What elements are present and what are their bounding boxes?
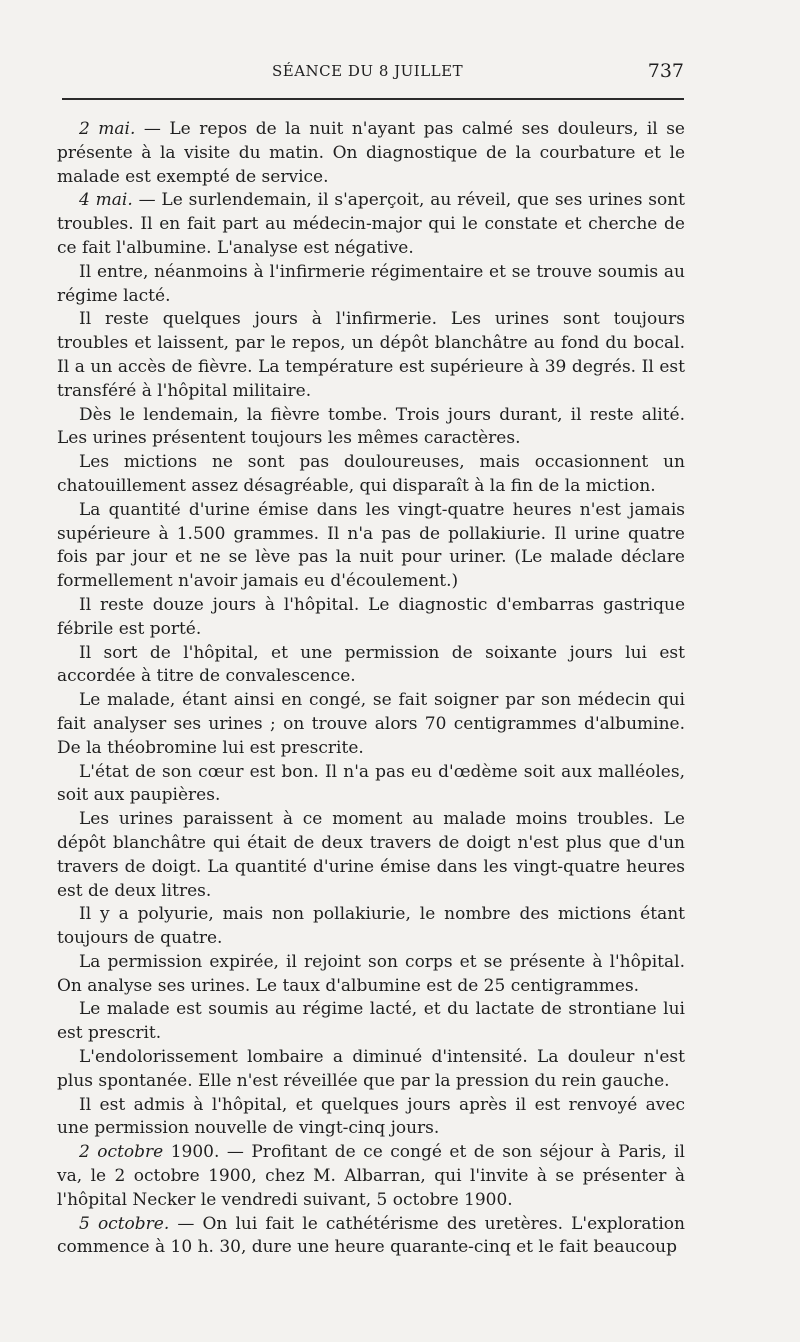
paragraph — [57, 642, 685, 690]
paragraph — [57, 404, 685, 452]
paragraph — [57, 118, 685, 189]
paragraph-text: Les mictions ne sont pas douloureuses, mais occasionnent un chatouillement assez désagréable, qui disparaît à la fin de la miction. — [57, 452, 685, 496]
paragraph — [57, 1213, 685, 1261]
paragraph-text: Il entre, néanmoins à l'infirmerie régimentaire et se trouve soumis au régime lacté. — [57, 261, 685, 306]
running-head: SÉANCE DU 8 JUILLET — [272, 62, 464, 80]
paragraph — [57, 761, 685, 809]
paragraph-text: L'état de son cœur est bon. Il n'a pas eu d'œdème soit aux malléoles, soit aux paupières. — [57, 761, 685, 806]
body-text — [57, 118, 685, 1260]
paragraph-text: Il reste douze jours à l'hôpital. Le diagnostic d'embarras gastrique fébrile est porté. — [57, 594, 685, 639]
paragraph — [57, 189, 685, 260]
paragraph-lead: 2 mai. — [79, 119, 136, 139]
paragraph-text: — On lui fait le cathétérisme des uretères. L'exploration commence à 10 h. 30, dure une heure quarante-cinq et le fait beaucoup — [57, 1213, 685, 1258]
paragraph-text: La permission expirée, il rejoint son corps et se présente à l'hôpital. On analyse ses urines. Le taux d'albumine est de 25 centigrammes. — [57, 951, 685, 996]
paragraph — [57, 951, 685, 999]
paragraph — [57, 808, 685, 903]
paragraph-text: Les urines paraissent à ce moment au malade moins troubles. Le dépôt blanchâtre qui était de deux travers de doigt n'est plus que d'un travers de doigt. La quantité d'urine émise dans les vingt-quatre heures est de deux litres. — [57, 809, 685, 901]
paragraph-text: L'endolorissement lombaire a diminué d'intensité. La douleur n'est plus spontanée. Elle n'est réveillée que par la pression du rein gauche. — [57, 1047, 685, 1091]
paragraph — [57, 689, 685, 760]
paragraph — [57, 308, 685, 403]
paragraph-text: La quantité d'urine émise dans les vingt-quatre heures n'est jamais supérieure à 1.500 grammes. Il n'a pas de pollakiurie. Il urine quatre fois par jour et ne se lève pas la nuit pour uriner. (Le malade déclare formellement n'avoir jamais eu d'écoulement.) — [57, 499, 685, 592]
paragraph — [57, 594, 685, 642]
paragraph — [57, 998, 685, 1046]
paragraph-text: Il est admis à l'hôpital, et quelques jours après il est renvoyé avec une permission nouvelle de vingt-cinq jours. — [57, 1094, 685, 1139]
paragraph — [57, 1141, 685, 1212]
paragraph-lead: 4 mai. — [79, 190, 133, 211]
paragraph-text: Il reste quelques jours à l'infirmerie. Les urines sont toujours troubles et laissent, par le repos, un dépôt blanchâtre au fond du bocal. Il a un accès de fièvre. La température est supérieure à 39 degrés. Il est transféré à l'hôpital militaire. — [57, 309, 685, 401]
paragraph-text: 1900. — Profitant de ce congé et de son séjour à Paris, il va, le 2 octobre 1900, chez M. Albarran, qui l'invite à se présenter à l'hôpital Necker le vendredi suivant, 5 octobre 1900. — [57, 1142, 685, 1210]
paragraph — [57, 1046, 685, 1094]
paragraph — [57, 1094, 685, 1142]
paragraph-text: — Le surlendemain, il s'aperçoit, au réveil, que ses urines sont troubles. Il en fait part au médecin-major qui le constate et cherche de ce fait l'albumine. L'analyse est négative. — [57, 190, 685, 258]
page-number: 737 — [647, 60, 684, 82]
header-rule — [62, 98, 684, 100]
paragraph-text: Il y a polyurie, mais non pollakiurie, le nombre des mictions étant toujours de quatre. — [57, 904, 685, 949]
paragraph-text: Dès le lendemain, la fièvre tombe. Trois jours durant, il reste alité. Les urines présentent toujours les mêmes caractères. — [57, 404, 685, 449]
paragraph-lead: 2 octobre — [79, 1142, 164, 1163]
paragraph — [57, 499, 685, 594]
paragraph — [57, 261, 685, 309]
paragraph-text: Il sort de l'hôpital, et une permission de soixante jours lui est accordée à titre de convalescence. — [57, 642, 685, 687]
paragraph-lead: 5 octobre. — [79, 1213, 170, 1234]
page-header — [62, 58, 684, 92]
paragraph-text: Le malade est soumis au régime lacté, et du lactate de strontiane lui est prescrit. — [57, 999, 685, 1044]
paragraph — [57, 451, 685, 499]
paragraph-text: Le malade, étant ainsi en congé, se fait soigner par son médecin qui fait analyser ses urines ; on trouve alors 70 centigrammes d'albumine. De la théobromine lui est prescrite. — [57, 690, 685, 758]
paragraph — [57, 903, 685, 951]
paragraph-text: — Le repos de la nuit n'ayant pas calmé ses douleurs, il se présente à la visite du matin. On diagnostique de la courbature et le malade est exempté de service. — [57, 119, 685, 187]
